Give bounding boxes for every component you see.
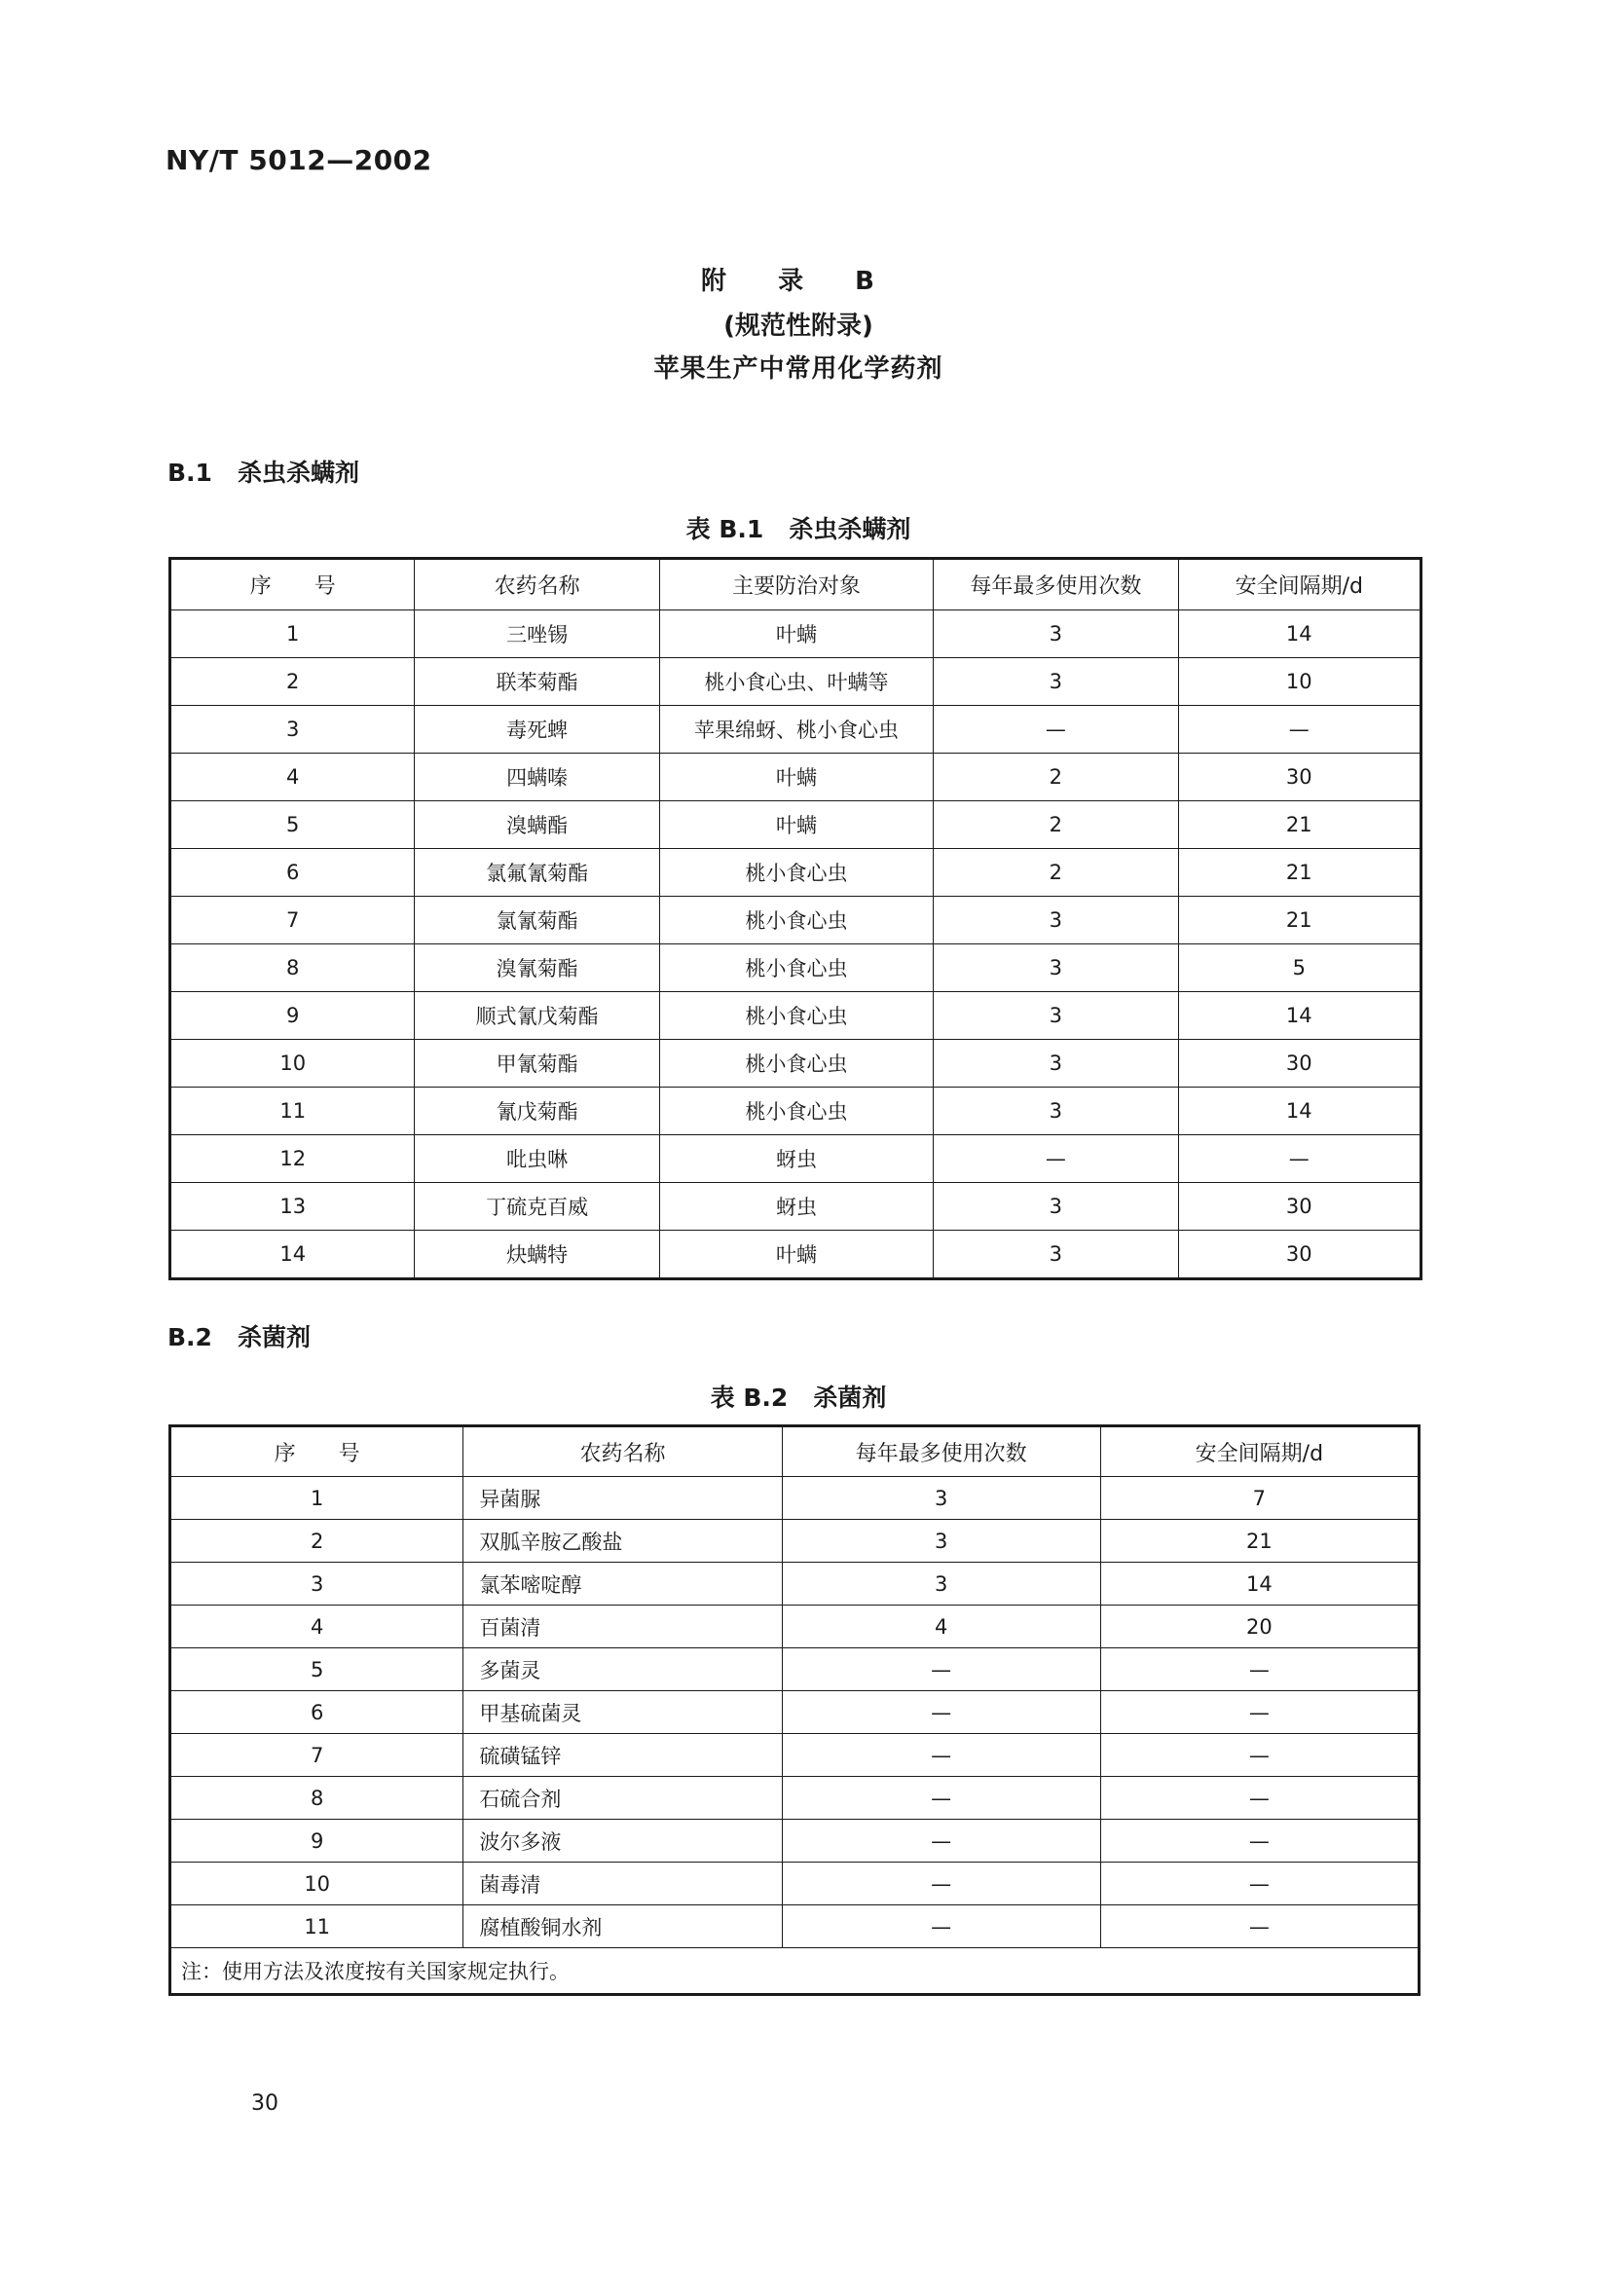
cell-safety-interval: 14 bbox=[1178, 1088, 1421, 1135]
cell-target-pests: 桃小食心虫 bbox=[659, 992, 933, 1040]
cell-pesticide-name: 异菌脲 bbox=[463, 1477, 782, 1520]
section-b1-title: 杀虫杀螨剂 bbox=[237, 459, 359, 487]
cell-pesticide-name: 甲氰菊酯 bbox=[415, 1040, 659, 1088]
cell-target-pests: 叶螨 bbox=[659, 754, 933, 801]
cell-serial: 13 bbox=[170, 1183, 415, 1231]
table-row bbox=[170, 801, 1421, 849]
cell-target-pests: 桃小食心虫、叶螨等 bbox=[659, 658, 933, 706]
table-row bbox=[170, 706, 1421, 754]
cell-target-pests: 叶螨 bbox=[659, 1231, 933, 1279]
cell-safety-interval: — bbox=[1100, 1648, 1419, 1691]
cell-safety-interval: 21 bbox=[1100, 1520, 1419, 1563]
cell-max-uses: — bbox=[934, 1135, 1178, 1183]
cell-serial: 9 bbox=[170, 992, 415, 1040]
table-header-row bbox=[170, 559, 1421, 610]
cell-safety-interval: — bbox=[1100, 1734, 1419, 1777]
table-row bbox=[170, 1231, 1421, 1279]
column-header-pesticide-name: 农药名称 bbox=[415, 559, 659, 610]
cell-target-pests: 桃小食心虫 bbox=[659, 944, 933, 992]
cell-safety-interval: 21 bbox=[1178, 801, 1421, 849]
column-header-serial: 序 号 bbox=[170, 1426, 463, 1477]
cell-max-uses: 3 bbox=[934, 1040, 1178, 1088]
column-header-pesticide-name: 农药名称 bbox=[463, 1426, 782, 1477]
cell-target-pests: 苹果绵蚜、桃小食心虫 bbox=[659, 706, 933, 754]
table-b1-caption-title: 杀虫杀螨剂 bbox=[789, 515, 911, 543]
cell-serial: 6 bbox=[170, 1691, 463, 1734]
table-b1-insecticides bbox=[168, 557, 1422, 1280]
table-row bbox=[170, 610, 1421, 658]
cell-pesticide-name: 溴氰菊酯 bbox=[415, 944, 659, 992]
table-row bbox=[170, 1691, 1420, 1734]
cell-pesticide-name: 菌毒清 bbox=[463, 1863, 782, 1905]
column-header-target-pests: 主要防治对象 bbox=[659, 559, 933, 610]
cell-safety-interval: — bbox=[1100, 1691, 1419, 1734]
cell-max-uses: — bbox=[782, 1820, 1100, 1863]
cell-serial: 11 bbox=[170, 1088, 415, 1135]
cell-pesticide-name: 甲基硫菌灵 bbox=[463, 1691, 782, 1734]
table-row bbox=[170, 849, 1421, 897]
cell-serial: 11 bbox=[170, 1905, 463, 1948]
cell-serial: 12 bbox=[170, 1135, 415, 1183]
table-row bbox=[170, 944, 1421, 992]
cell-safety-interval: 14 bbox=[1178, 610, 1421, 658]
cell-serial: 2 bbox=[170, 658, 415, 706]
appendix-type: (规范性附录) bbox=[723, 312, 873, 341]
table-b1-caption-number: 表 B.1 bbox=[685, 515, 764, 543]
column-header-max-uses: 每年最多使用次数 bbox=[934, 559, 1178, 610]
cell-max-uses: 3 bbox=[934, 610, 1178, 658]
section-b1-number: B.1 bbox=[167, 459, 212, 487]
cell-serial: 5 bbox=[170, 801, 415, 849]
cell-max-uses: 3 bbox=[934, 1088, 1178, 1135]
cell-pesticide-name: 溴螨酯 bbox=[415, 801, 659, 849]
cell-max-uses: 3 bbox=[782, 1563, 1100, 1606]
table-row bbox=[170, 1606, 1420, 1648]
cell-max-uses: 3 bbox=[934, 992, 1178, 1040]
cell-max-uses: — bbox=[782, 1863, 1100, 1905]
table-row bbox=[170, 658, 1421, 706]
cell-max-uses: 3 bbox=[934, 1183, 1178, 1231]
cell-target-pests: 蚜虫 bbox=[659, 1135, 933, 1183]
table-row bbox=[170, 1040, 1421, 1088]
cell-max-uses: 3 bbox=[934, 944, 1178, 992]
cell-serial: 7 bbox=[170, 1734, 463, 1777]
cell-safety-interval: 20 bbox=[1100, 1606, 1419, 1648]
cell-target-pests: 叶螨 bbox=[659, 610, 933, 658]
cell-serial: 1 bbox=[170, 1477, 463, 1520]
cell-pesticide-name: 波尔多液 bbox=[463, 1820, 782, 1863]
cell-safety-interval: 14 bbox=[1100, 1563, 1419, 1606]
cell-safety-interval: 30 bbox=[1178, 1183, 1421, 1231]
cell-pesticide-name: 毒死蜱 bbox=[415, 706, 659, 754]
table-row bbox=[170, 1183, 1421, 1231]
cell-pesticide-name: 顺式氰戊菊酯 bbox=[415, 992, 659, 1040]
standard-code: NY/T 5012—2002 bbox=[166, 144, 432, 176]
cell-max-uses: — bbox=[782, 1734, 1100, 1777]
cell-serial: 8 bbox=[170, 944, 415, 992]
cell-serial: 1 bbox=[170, 610, 415, 658]
cell-safety-interval: 14 bbox=[1178, 992, 1421, 1040]
page-number: 30 bbox=[251, 2091, 278, 2116]
table-row bbox=[170, 1777, 1420, 1820]
table-b2-caption-number: 表 B.2 bbox=[710, 1384, 789, 1412]
cell-target-pests: 桃小食心虫 bbox=[659, 897, 933, 944]
cell-safety-interval: 5 bbox=[1178, 944, 1421, 992]
table-row bbox=[170, 1820, 1420, 1863]
cell-max-uses: — bbox=[782, 1777, 1100, 1820]
table-row bbox=[170, 1734, 1420, 1777]
cell-max-uses: — bbox=[782, 1648, 1100, 1691]
table-row bbox=[170, 754, 1421, 801]
cell-serial: 9 bbox=[170, 1820, 463, 1863]
cell-safety-interval: — bbox=[1178, 1135, 1421, 1183]
cell-max-uses: 3 bbox=[934, 658, 1178, 706]
cell-max-uses: 3 bbox=[782, 1477, 1100, 1520]
cell-pesticide-name: 氯氟氰菊酯 bbox=[415, 849, 659, 897]
table-b1-caption bbox=[0, 510, 1597, 545]
cell-serial: 3 bbox=[170, 706, 415, 754]
table-row bbox=[170, 1520, 1420, 1563]
cell-max-uses: 2 bbox=[934, 801, 1178, 849]
cell-serial: 2 bbox=[170, 1520, 463, 1563]
section-b2-heading bbox=[167, 1318, 311, 1353]
appendix-title: 附 录 B bbox=[701, 267, 896, 296]
table-b2-fungicides bbox=[168, 1424, 1421, 1996]
cell-pesticide-name: 四螨嗪 bbox=[415, 754, 659, 801]
cell-safety-interval: 30 bbox=[1178, 754, 1421, 801]
cell-pesticide-name: 百菌清 bbox=[463, 1606, 782, 1648]
cell-pesticide-name: 三唑锡 bbox=[415, 610, 659, 658]
section-b1-heading bbox=[167, 454, 359, 489]
cell-max-uses: 3 bbox=[934, 1231, 1178, 1279]
table-b2-caption-title: 杀菌剂 bbox=[813, 1384, 887, 1412]
cell-safety-interval: 21 bbox=[1178, 849, 1421, 897]
cell-safety-interval: 10 bbox=[1178, 658, 1421, 706]
cell-max-uses: 3 bbox=[782, 1520, 1100, 1563]
cell-safety-interval: 30 bbox=[1178, 1040, 1421, 1088]
table-row bbox=[170, 1563, 1420, 1606]
cell-serial: 5 bbox=[170, 1648, 463, 1691]
cell-max-uses: — bbox=[782, 1905, 1100, 1948]
cell-target-pests: 叶螨 bbox=[659, 801, 933, 849]
cell-safety-interval: — bbox=[1100, 1777, 1419, 1820]
cell-safety-interval: 21 bbox=[1178, 897, 1421, 944]
cell-safety-interval: — bbox=[1100, 1820, 1419, 1863]
table-row bbox=[170, 1863, 1420, 1905]
cell-pesticide-name: 硫磺锰锌 bbox=[463, 1734, 782, 1777]
cell-pesticide-name: 双胍辛胺乙酸盐 bbox=[463, 1520, 782, 1563]
cell-max-uses: 2 bbox=[934, 754, 1178, 801]
section-b2-title: 杀菌剂 bbox=[237, 1323, 311, 1351]
cell-pesticide-name: 多菌灵 bbox=[463, 1648, 782, 1691]
section-b2-number: B.2 bbox=[167, 1323, 212, 1351]
cell-max-uses: 3 bbox=[934, 897, 1178, 944]
appendix-subject: 苹果生产中常用化学药剂 bbox=[653, 354, 943, 384]
cell-max-uses: — bbox=[934, 706, 1178, 754]
table-row bbox=[170, 1477, 1420, 1520]
cell-target-pests: 桃小食心虫 bbox=[659, 849, 933, 897]
cell-safety-interval: — bbox=[1178, 706, 1421, 754]
cell-pesticide-name: 炔螨特 bbox=[415, 1231, 659, 1279]
table-row bbox=[170, 1905, 1420, 1948]
cell-serial: 10 bbox=[170, 1863, 463, 1905]
cell-pesticide-name: 氯苯嘧啶醇 bbox=[463, 1563, 782, 1606]
cell-max-uses: 4 bbox=[782, 1606, 1100, 1648]
column-header-serial: 序 号 bbox=[170, 559, 415, 610]
cell-safety-interval: — bbox=[1100, 1863, 1419, 1905]
cell-safety-interval: — bbox=[1100, 1905, 1419, 1948]
table-row bbox=[170, 1648, 1420, 1691]
cell-pesticide-name: 石硫合剂 bbox=[463, 1777, 782, 1820]
cell-safety-interval: 30 bbox=[1178, 1231, 1421, 1279]
table-row bbox=[170, 897, 1421, 944]
column-header-max-uses: 每年最多使用次数 bbox=[782, 1426, 1100, 1477]
cell-target-pests: 桃小食心虫 bbox=[659, 1040, 933, 1088]
table-row bbox=[170, 992, 1421, 1040]
cell-pesticide-name: 氰戊菊酯 bbox=[415, 1088, 659, 1135]
cell-serial: 14 bbox=[170, 1231, 415, 1279]
cell-pesticide-name: 丁硫克百威 bbox=[415, 1183, 659, 1231]
cell-pesticide-name: 氯氰菊酯 bbox=[415, 897, 659, 944]
table-note-row bbox=[170, 1948, 1420, 1995]
column-header-safety-interval: 安全间隔期/d bbox=[1178, 559, 1421, 610]
table-row bbox=[170, 1088, 1421, 1135]
cell-serial: 6 bbox=[170, 849, 415, 897]
cell-max-uses: — bbox=[782, 1691, 1100, 1734]
table-b2-caption bbox=[0, 1379, 1597, 1414]
table-header-row bbox=[170, 1426, 1420, 1477]
cell-pesticide-name: 吡虫啉 bbox=[415, 1135, 659, 1183]
cell-max-uses: 2 bbox=[934, 849, 1178, 897]
cell-serial: 4 bbox=[170, 754, 415, 801]
cell-pesticide-name: 联苯菊酯 bbox=[415, 658, 659, 706]
table-note: 注：使用方法及浓度按有关国家规定执行。 bbox=[170, 1948, 1420, 1995]
cell-pesticide-name: 腐植酸铜水剂 bbox=[463, 1905, 782, 1948]
cell-serial: 4 bbox=[170, 1606, 463, 1648]
cell-serial: 8 bbox=[170, 1777, 463, 1820]
cell-target-pests: 蚜虫 bbox=[659, 1183, 933, 1231]
cell-serial: 3 bbox=[170, 1563, 463, 1606]
cell-safety-interval: 7 bbox=[1100, 1477, 1419, 1520]
cell-serial: 7 bbox=[170, 897, 415, 944]
cell-target-pests: 桃小食心虫 bbox=[659, 1088, 933, 1135]
column-header-safety-interval: 安全间隔期/d bbox=[1100, 1426, 1419, 1477]
cell-serial: 10 bbox=[170, 1040, 415, 1088]
table-row bbox=[170, 1135, 1421, 1183]
